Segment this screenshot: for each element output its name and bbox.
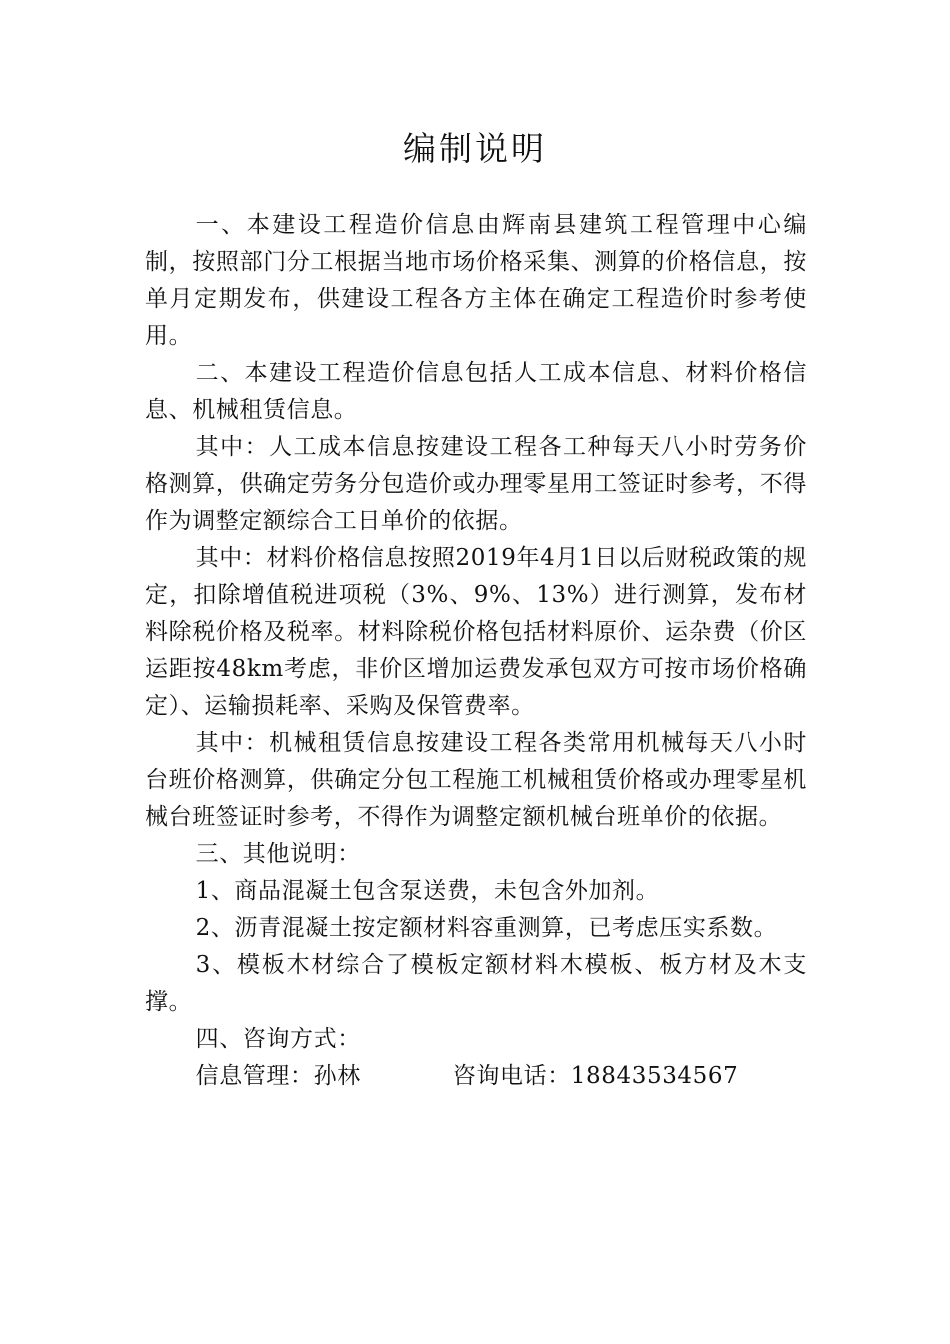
paragraph-labor-cost: 其中：人工成本信息按建设工程各工种每天八小时劳务价格测算，供确定劳务分包造价或办理零星用工签证时参考，不得作为调整定额综合工日单价的依据。 (145, 434, 807, 534)
paragraph-info-scope: 二、本建设工程造价信息包括人工成本信息、材料价格信息、机械租赁信息。 (145, 360, 807, 423)
contact-manager: 信息管理：孙林 (195, 1063, 361, 1089)
contact-phone: 咨询电话：18843534567 (452, 1063, 739, 1089)
paragraph-note-1: 1、商品混凝土包含泵送费，未包含外加剂。 (195, 878, 660, 904)
paragraph-note-3: 3、模板木材综合了模板定额材料木模板、板方材及木支撑。 (145, 952, 807, 1015)
paragraph-other-notes-heading: 三、其他说明： (195, 841, 361, 867)
paragraph-contact-heading: 四、咨询方式： (195, 1026, 361, 1052)
paragraph-material-price: 其中：材料价格信息按照2019年4月1日以后财税政策的规定，扣除增值税进项税（3%、9%、13%）进行测算，发布材料除税价格及税率。材料除税价格包括材料原价、运杂费（价区运距按48km考虑，非价区增加运费发承包双方可按市场价格确定）、运输损耗率、采购及保管费率。 (145, 545, 807, 719)
document-body (145, 207, 807, 1095)
paragraph-note-2: 2、沥青混凝土按定额材料容重测算，已考虑压实系数。 (195, 915, 778, 941)
contact-line (145, 1058, 807, 1095)
document-title: 编制说明 (403, 129, 547, 168)
paragraph-machinery-rental: 其中：机械租赁信息按建设工程各类常用机械每天八小时台班价格测算，供确定分包工程施工机械租赁价格或办理零星机械台班签证时参考，不得作为调整定额机械台班单价的依据。 (145, 730, 807, 830)
paragraph-compilation-unit: 一、本建设工程造价信息由辉南县建筑工程管理中心编制，按照部门分工根据当地市场价格采集、测算的价格信息，按单月定期发布，供建设工程各方主体在确定工程造价时参考使用。 (145, 212, 807, 349)
